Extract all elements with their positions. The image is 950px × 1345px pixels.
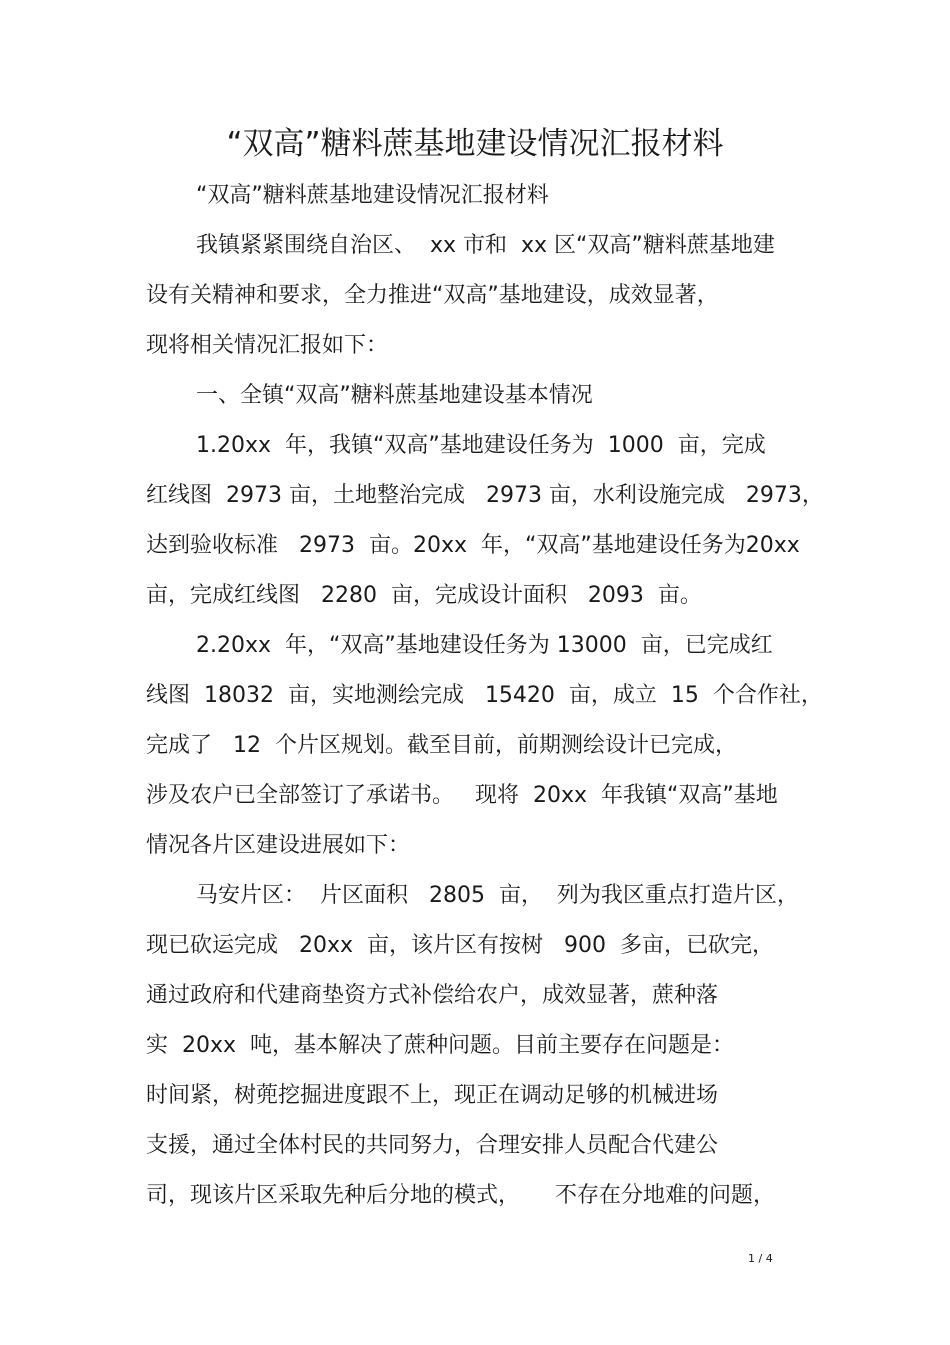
body-line: 设有关精神和要求，全力推进“双高”基地建设，成效显著， bbox=[146, 283, 719, 308]
body-line: 马安片区： 片区面积 2805 亩， 列为我区重点打造片区， bbox=[196, 883, 799, 908]
body-line: 实 20xx 吨，基本解决了蔗种问题。目前主要存在问题是： bbox=[146, 1033, 735, 1058]
page-number: 1 / 4 bbox=[748, 1252, 773, 1265]
body-line: 通过政府和代建商垫资方式补偿给农户，成效显著，蔗种落 bbox=[146, 983, 719, 1008]
body-line: 亩，完成红线图 2280 亩，完成设计面积 2093 亩。 bbox=[146, 583, 702, 608]
body-line: 线图 18032 亩，实地测绘完成 15420 亩，成立 15 个合作社， bbox=[146, 683, 823, 708]
section-heading: 一、全镇“双高”糖料蔗基地建设基本情况 bbox=[196, 383, 593, 408]
body-line: 支援，通过全体村民的共同努力，合理安排人员配合代建公 bbox=[146, 1133, 719, 1158]
body-line: 我镇紧紧围绕自治区、 xx 市和 xx 区“双高”糖料蔗基地建 bbox=[196, 233, 775, 258]
body-line: 情况各片区建设进展如下： bbox=[146, 833, 411, 858]
body-line: 司，现该片区采取先种后分地的模式， 不存在分地难的问题， bbox=[146, 1183, 775, 1208]
body-line: 涉及农户已全部签订了承诺书。 现将 20xx 年我镇“双高”基地 bbox=[146, 783, 778, 808]
body-line: 达到验收标准 2973 亩。20xx 年，“双高”基地建设任务为20xx bbox=[146, 533, 800, 558]
document-title: “双高”糖料蔗基地建设情况汇报材料 bbox=[226, 126, 724, 162]
body-line: 红线图 2973 亩，土地整治完成 2973 亩，水利设施完成 2973， bbox=[146, 483, 824, 508]
body-line: 2.20xx 年，“双高”基地建设任务为 13000 亩，已完成红 bbox=[196, 633, 773, 658]
body-line: “双高”糖料蔗基地建设情况汇报材料 bbox=[196, 183, 549, 208]
body-line: 时间紧，树蔸挖掘进度跟不上，现正在调动足够的机械进场 bbox=[146, 1083, 719, 1108]
body-line: 1.20xx 年，我镇“双高”基地建设任务为 1000 亩，完成 bbox=[196, 433, 766, 458]
body-line: 现将相关情况汇报如下： bbox=[146, 333, 389, 358]
body-line: 完成了 12 个片区规划。截至目前，前期测绘设计已完成， bbox=[146, 733, 737, 758]
body-line: 现已砍运完成 20xx 亩，该片区有按树 900 多亩，已砍完， bbox=[146, 933, 774, 958]
